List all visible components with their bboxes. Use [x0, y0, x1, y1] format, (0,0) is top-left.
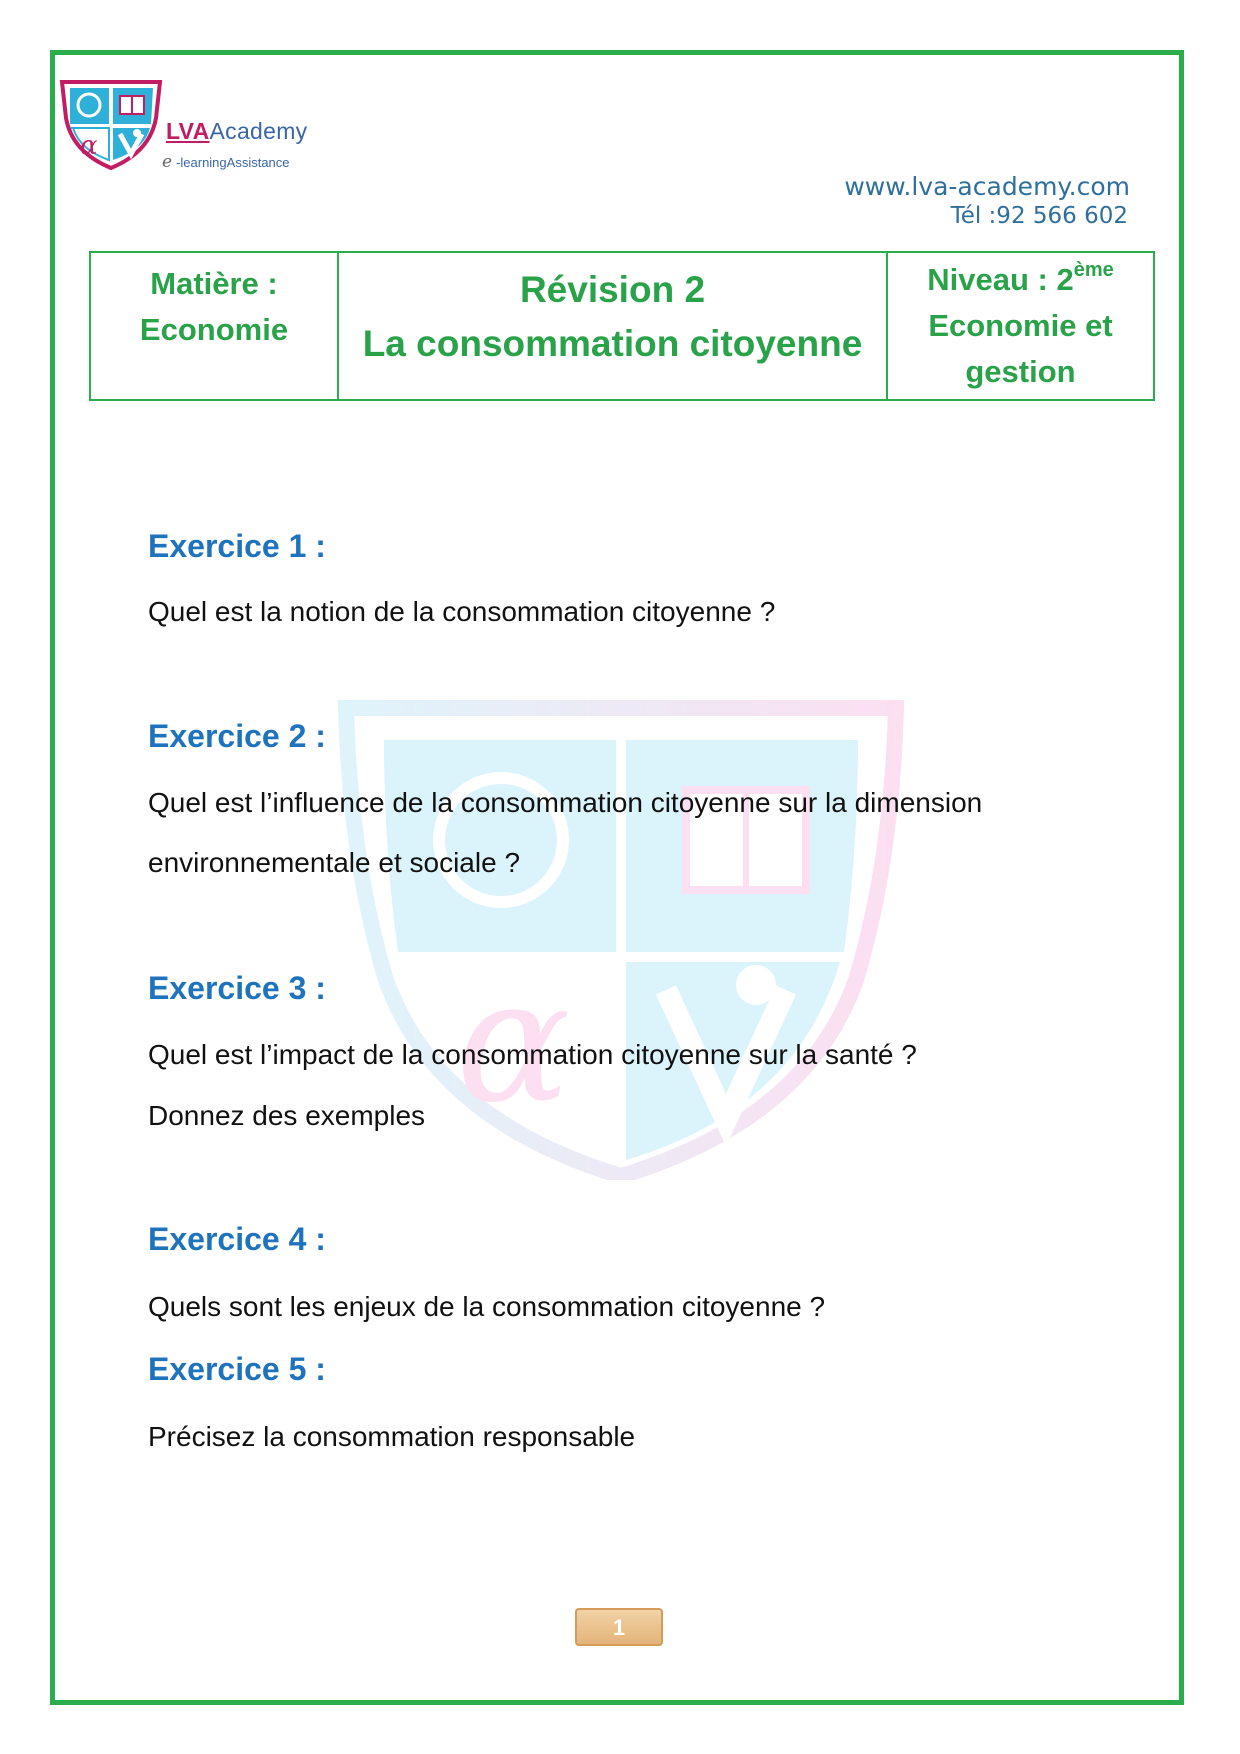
exercise-3-line-2: Donnez des exemples	[148, 1100, 426, 1131]
exercise-2-line-1: Quel est l’influence de la consommation citoyenne sur la dimension	[148, 787, 983, 818]
header-table	[89, 251, 1155, 401]
brand-name-lva: LVA	[166, 118, 210, 144]
exercise-3-title: Exercice 3 :	[148, 970, 326, 1006]
brand-name-academy: Academy	[209, 118, 308, 144]
exercise-4-title: Exercice 4 :	[148, 1221, 326, 1257]
exercise-2-line-2: environnementale et sociale ?	[148, 847, 521, 878]
tagline-e: e	[162, 152, 173, 172]
level-line3: gestion	[965, 354, 1076, 389]
exercise-2-title: Exercice 2 :	[148, 718, 326, 754]
title-cell	[339, 253, 888, 399]
academy-logo-icon	[58, 78, 164, 170]
phone-number: Tél :92 566 602	[950, 203, 1128, 229]
svg-text:α: α	[456, 943, 571, 1141]
level-superscript: ème	[1073, 259, 1114, 281]
page-title: Révision 2	[519, 269, 706, 310]
exercise-5-line-1: Précisez la consommation responsable	[148, 1421, 636, 1452]
exercise-1-title: Exercice 1 :	[148, 528, 326, 564]
exercise-1-line-1: Quel est la notion de la consommation citoyenne ?	[148, 596, 776, 627]
exercise-4-line-1: Quels sont les enjeux de la consommation citoyenne ?	[148, 1291, 826, 1322]
brand-name	[166, 118, 307, 145]
page-number-badge: 1	[575, 1608, 663, 1646]
exercise-5-title: Exercice 5 :	[148, 1351, 326, 1387]
svg-text:α: α	[80, 131, 98, 161]
level-cell	[888, 253, 1153, 399]
level-label-text: Niveau : 2	[927, 262, 1074, 297]
tagline-text: -learningAssistance	[176, 155, 290, 170]
subject-value: Economie	[139, 312, 289, 347]
subject-cell	[91, 253, 339, 399]
page-subtitle: La consommation citoyenne	[362, 323, 863, 364]
brand-tagline	[162, 152, 290, 172]
subject-label: Matière :	[150, 266, 278, 301]
website-link[interactable]: www.lva-academy.com	[844, 172, 1130, 201]
level-line2: Economie et	[928, 308, 1113, 343]
exercise-3-line-1: Quel est l’impact de la consommation citoyenne sur la santé ?	[148, 1039, 917, 1070]
level-label	[888, 257, 1153, 303]
